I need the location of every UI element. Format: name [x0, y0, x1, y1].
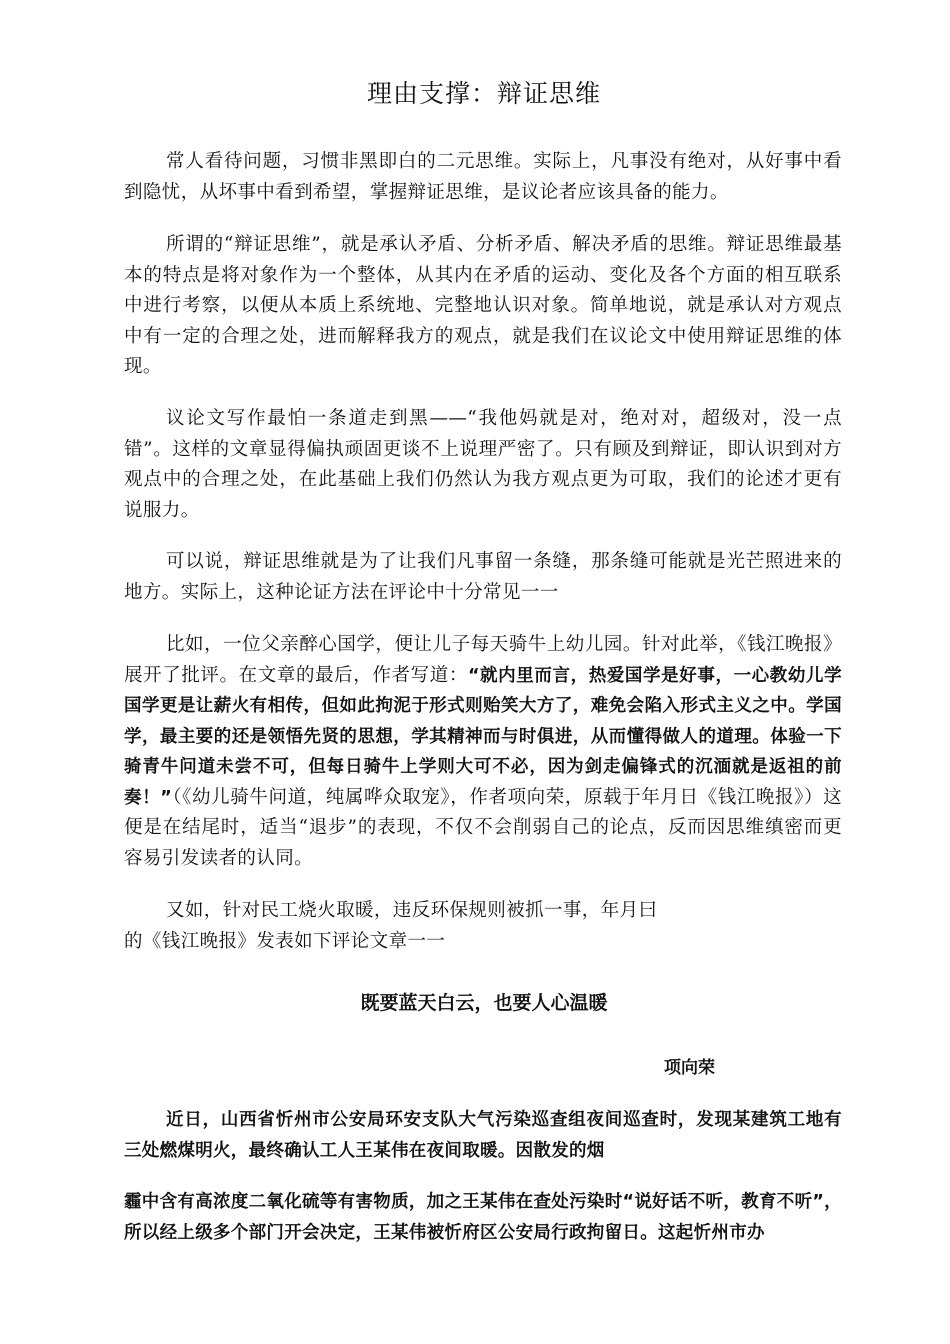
example-intro-text: 比如，一位父亲醉心国学，便让儿子每天骑牛上幼儿园。针对此举，《钱江晚报》展开了批评。在文章的最后，作者写道：	[124, 634, 842, 686]
paragraph-argument-writing: 议论文写作最怕一条道走到黑——“我他妈就是对，绝对对，超级对，没一点错”。这样的文章显得偏执顽固更谈不上说理严密了。只有顾及到辩证，即认识到对方观点中的合理之处，在此基础上我们仍然认为我方观点更为可取，我们的论述才更有说服力。	[124, 408, 842, 521]
article-paragraph-2: 霾中含有高浓度二氧化硫等有害物质，加之王某伟在查处污染时“说好话不听，教育不听”，所以经上级多个部门开会决定，王某伟被忻府区公安局行政拘留日。这起忻州市办	[124, 1192, 842, 1243]
paragraph-leave-a-gap: 可以说，辩证思维就是为了让我们凡事留一条缝，那条缝可能就是光芒照进来的地方。实际上，这种论证方法在评论中十分常见一一	[124, 551, 842, 603]
example2-line-1: 又如，针对民工烧火取暖，违反环保规则被抓一事，年月曰	[166, 900, 658, 921]
example-quote-text: “就内里而言，热爱国学是好事，一心教幼儿学国学更是让薪火有相传，但如此拘泥于形式则贻笑大方了，难免会陷入形式主义之中。学国学，最主要的还是领悟先贤的思想，学其精神而与时俱进，从而懂得做人的道理。体验一下骑青牛问道未尝不可，但每日骑牛上学则大可不必，因为剑走偏锋式的沉湎就是返祖的前奏！”	[124, 665, 843, 808]
paragraph-example-ox-riding	[124, 630, 842, 874]
example-tail-text: （《幼儿骑牛问道，纯属哗众取宠》，作者项向荣，原载于年月日《钱江晚报》）这便是在结尾时，适当“退步”的表现，不仅不会削弱自己的论点，反而因思维缜密而更容易引发读者的认同。	[124, 786, 843, 869]
paragraph-binary-thinking: 常人看待问题，习惯非黑即白的二元思维。实际上，凡事没有绝对，从好事中看到隐忧，从坏事中看到希望，掌握辩证思维，是议论者应该具备的能力。	[124, 151, 842, 203]
example2-line-2: 的《钱江晚报》发表如下评论文章一一	[124, 930, 446, 952]
page-title: 理由支撑：辩证思维	[366, 79, 601, 108]
paragraph-example-migrant-worker	[124, 896, 842, 957]
article-paragraph-1: 近日，山西省忻州市公安局环安支队大气污染巡查组夜间巡查时，发现某建筑工地有三处燃煤明火，最终确认工人王某伟在夜间取暖。因散发的烟	[124, 1110, 842, 1161]
article-title: 既要蓝天白云，也要人心温暖	[360, 992, 608, 1014]
paragraph-dialectical-definition: 所谓的“辩证思维”，就是承认矛盾、分析矛盾、解决矛盾的思维。辩证思维最基本的特点是将对象作为一个整体，从其内在矛盾的运动、变化及各个方面的相互联系中进行考察，以便从本质上系统地、完整地认识对象。简单地说，就是承认对方观点中有一定的合理之处，进而解释我方的观点，就是我们在议论文中使用辩证思维的体现。	[124, 234, 842, 377]
article-author: 项向荣	[664, 1058, 715, 1078]
